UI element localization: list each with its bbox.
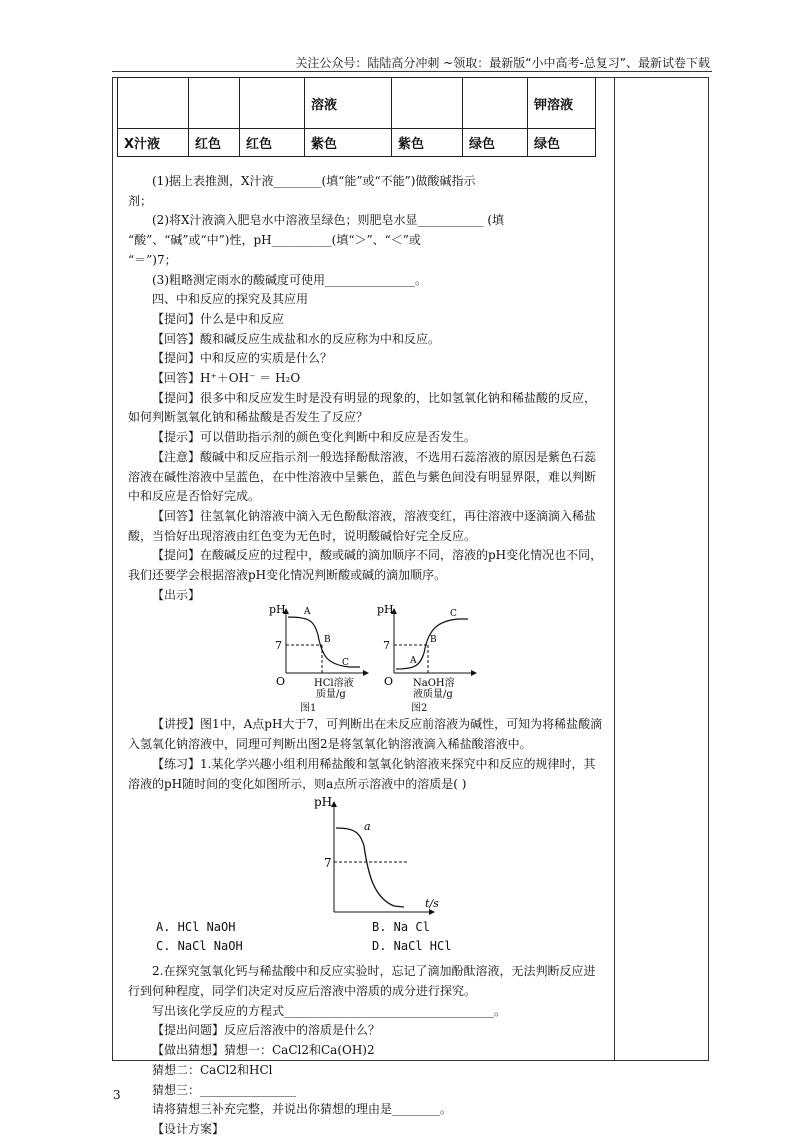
ph-figures bbox=[128, 605, 603, 701]
fig2-seven-label: 7 bbox=[383, 639, 390, 653]
table-row bbox=[118, 129, 596, 157]
ask-paragraph: 【提问】在酸碱反应的过程中，酸或碱的滴加顺序不同，溶液的pH变化情况也不同，我们还要学会根据溶液pH变化情况判断酸或碱的滴加顺序。 bbox=[128, 548, 603, 583]
fig1-x-unit: 质量/g bbox=[316, 689, 346, 701]
header-rule bbox=[112, 71, 712, 72]
guess-two: 猜想二：CaCl2和HCl bbox=[152, 1062, 273, 1077]
guess-one: 【做出猜想】猜想一：CaCl2和Ca(OH)2 bbox=[152, 1043, 375, 1058]
complete-prompt: 请将猜想三补充完整，并说出你猜想的理由是________。 bbox=[152, 1102, 453, 1117]
option-b: B. Na Cl bbox=[372, 920, 430, 935]
table-row bbox=[118, 78, 596, 129]
answer-paragraph: 【回答】H⁺＋OH⁻ ＝ H₂O bbox=[152, 371, 301, 386]
table-cell: 绿色 bbox=[463, 129, 528, 157]
fig1-x-label: HCl溶液 bbox=[314, 678, 354, 690]
lecture-paragraph: 【讲授】图1中，A点pH大于7，可判断出在未反应前溶液为碱性，可知为将稀盐酸滴入氢氧化钠溶液中，同理可判断出图2是将氢氧化钠溶液滴入稀盐酸溶液中。 bbox=[128, 717, 603, 752]
question-2-cont: “＝”)7； bbox=[128, 252, 177, 267]
page-number: 3 bbox=[113, 1088, 121, 1102]
fig2-point-c: C bbox=[450, 609, 457, 620]
page-header: 关注公众号：陆陆高分冲刺 ~领取：最新版“小中高考-总复习”、最新试卷下载 bbox=[295, 56, 710, 70]
ask-paragraph: 【提问】什么是中和反应 bbox=[152, 311, 285, 326]
fig3-point-a: a bbox=[364, 820, 371, 834]
fig2-point-b: B bbox=[430, 635, 437, 646]
fig1-seven-label: 7 bbox=[275, 639, 282, 653]
fig2-origin: O bbox=[384, 675, 394, 689]
note-paragraph: 【注意】酸碱中和反应指示剂一般选择酚酞溶液，不选用石蕊溶液的原因是紫色石蕊溶液在碱性溶液中呈蓝色，在中性溶液中呈紫色，蓝色与紫色间没有明显界限，难以判断中和反应是否恰好完成。 bbox=[128, 449, 597, 504]
guess-three: 猜想三：________________ bbox=[152, 1082, 297, 1097]
figure-2 bbox=[377, 605, 476, 700]
question-2: (2)将X汁液滴入肥皂水中溶液呈绿色；则肥皂水显___________ (填 bbox=[152, 213, 505, 228]
ask-paragraph: 【提问】很多中和反应发生时是没有明显的现象的，比如氢氧化钠和稀盐酸的反应，如何判断氢氧化钠和稀盐酸是否发生了反应？ bbox=[128, 390, 597, 425]
fig1-point-c: C bbox=[342, 658, 349, 669]
table-cell: 紫色 bbox=[305, 129, 392, 157]
answer-options bbox=[128, 922, 603, 962]
question-1: (1)据上表推测，X汁液________(填“能”或“不能”)做酸碱指示 bbox=[152, 174, 476, 188]
hint-paragraph: 【提示】可以借助指示剂的颜色变化判断中和反应是否发生。 bbox=[152, 430, 477, 445]
fig2-caption: 图2 bbox=[411, 703, 428, 715]
table-cell: 钾溶液 bbox=[528, 78, 596, 129]
fig3-curve bbox=[336, 828, 404, 907]
figure-captions bbox=[128, 701, 603, 715]
fig1-caption: 图1 bbox=[300, 703, 317, 715]
figure-1 bbox=[269, 605, 368, 700]
answer-paragraph: 【回答】酸和碱反应生成盐和水的反应称为中和反应。 bbox=[152, 331, 441, 346]
fig2-y-label: pH bbox=[377, 605, 394, 617]
fig3-y-label: pH bbox=[314, 795, 333, 810]
option-d: D. NaCl HCl bbox=[372, 939, 452, 954]
ask-paragraph: 【提问】中和反应的实质是什么？ bbox=[152, 351, 333, 366]
color-table bbox=[117, 77, 596, 157]
question-3: (3)粗略测定雨水的酸碱度可使用_______________。 bbox=[152, 272, 427, 287]
fig1-y-label: pH bbox=[269, 605, 286, 617]
answer-paragraph: 【回答】往氢氧化钠溶液中滴入无色酚酞溶液，溶液变红，再往溶液中逐滴滴入稀盐酸，当恰好出现溶液由红色变为无色时，说明酸碱恰好完全反应。 bbox=[128, 508, 597, 543]
table-cell: 绿色 bbox=[528, 129, 596, 157]
fig3-x-label: t/s bbox=[425, 897, 439, 911]
equation-prompt: 写出该化学反应的方程式___________________________________。 bbox=[152, 1003, 507, 1018]
table-cell bbox=[240, 78, 305, 129]
fig2-point-a: A bbox=[410, 656, 417, 667]
pose-question: 【提出问题】反应后溶液中的溶质是什么？ bbox=[152, 1023, 381, 1038]
option-c: C. NaCl NaOH bbox=[156, 939, 243, 954]
fig1-origin: O bbox=[276, 675, 286, 689]
ph-time-svg bbox=[128, 794, 603, 922]
show-paragraph: 【出示】 bbox=[152, 587, 201, 602]
exercise-2: 2.在探究氢氧化钙与稀盐酸中和反应实验时，忘记了滴加酚酞溶液，无法判断反应进行到何种程度，同学们决定对反应后溶液中溶质的成分进行探究。 bbox=[128, 964, 596, 998]
fig2-x-unit: 液质量/g bbox=[413, 689, 453, 701]
question-1-cont: 剂； bbox=[128, 193, 153, 208]
design-heading: 【设计方案】 bbox=[152, 1121, 225, 1136]
table-cell bbox=[392, 78, 463, 129]
section-heading: 四、中和反应的探究及其应用 bbox=[152, 292, 309, 307]
table-cell bbox=[463, 78, 528, 129]
table-cell: 紫色 bbox=[392, 129, 463, 157]
ph-figures-svg bbox=[128, 605, 603, 701]
exercise-1: 【练习】1.某化学兴趣小组利用稀盐酸和氢氧化钠溶液来探究中和反应的规律时，其溶液的pH随时间的变化如图所示，则a点所示溶液中的溶质是( ) bbox=[128, 756, 596, 791]
ph-time-figure bbox=[128, 794, 603, 922]
fig1-point-b: B bbox=[324, 635, 331, 646]
fig3-seven-label: 7 bbox=[324, 856, 332, 871]
fig2-x-label: NaOH溶 bbox=[413, 678, 455, 690]
table-cell bbox=[118, 78, 189, 129]
option-a: A. HCl NaOH bbox=[156, 920, 236, 935]
fig1-point-a: A bbox=[304, 607, 311, 618]
table-cell bbox=[189, 78, 240, 129]
table-cell: X汁液 bbox=[118, 129, 189, 157]
main-content bbox=[128, 172, 603, 1140]
table-cell: 红色 bbox=[189, 129, 240, 157]
table-cell: 溶液 bbox=[305, 78, 392, 129]
table-cell: 红色 bbox=[240, 129, 305, 157]
question-2-cont: “酸”、“碱”或“中”)性，pH__________(填“＞”、“＜”或 bbox=[128, 233, 421, 248]
